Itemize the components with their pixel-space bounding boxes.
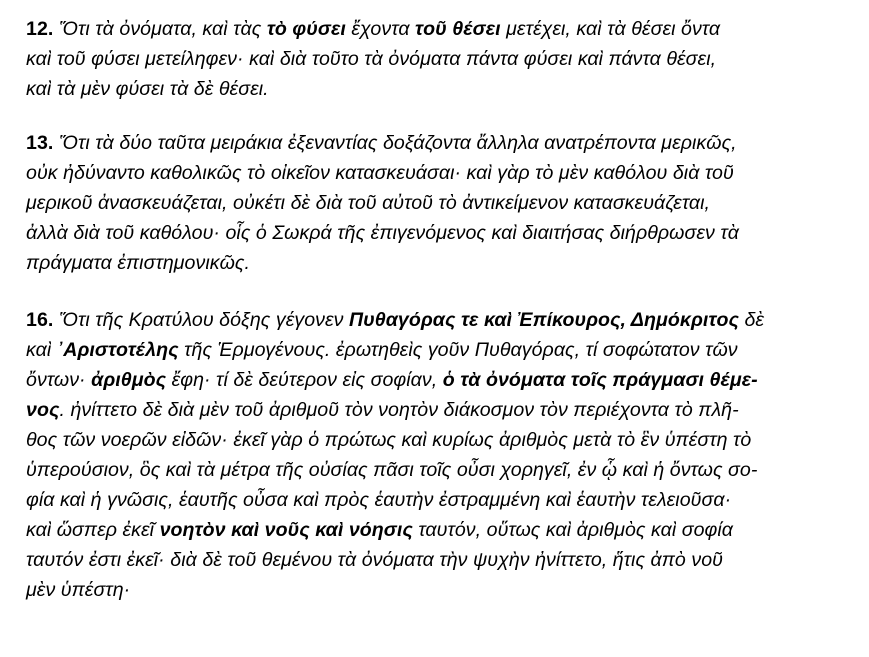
text-line [26, 74, 856, 104]
text-run: καὶ [26, 339, 57, 361]
paragraph-number: 13. [26, 132, 54, 154]
bold-text-run: ἀριθμὸς [91, 369, 167, 391]
text-run: καὶ τὰ μὲν φύσει τὰ δὲ θέσει. [26, 78, 269, 100]
text-run: . ἠνίττετο δὲ διὰ μὲν τοῦ ἀριθμοῦ τὸν νοητὸν διάκοσμον τὸν περιέχοντα τὸ πλῆ- [59, 399, 739, 421]
text-run: δὲ [739, 309, 765, 331]
text-run: τῆς Ἑρμογένους. ἐρωτηθεὶς γοῦν Πυθαγόρας, τί σοφώτατον τῶν [178, 339, 738, 361]
text-run: μὲν ὑπέστη· [26, 579, 131, 601]
paragraph-number: 16. [26, 309, 54, 331]
text-run: πράγματα ἐπιστημονικῶς. [26, 252, 250, 274]
document-body [26, 14, 856, 605]
paragraph-13 [26, 128, 856, 278]
text-run: ὄντων· [26, 369, 92, 391]
text-line [26, 365, 856, 395]
text-run: καὶ ὥσπερ ἐκεῖ [26, 519, 160, 541]
text-line [26, 485, 856, 515]
text-line [26, 218, 856, 248]
text-run: καὶ τοῦ φύσει μετείληφεν· καὶ διὰ τοῦτο τὰ ὀνόματα πάντα φύσει καὶ πάντα θέσει, [26, 48, 717, 70]
text-line [26, 575, 856, 605]
text-line [26, 455, 856, 485]
paragraph-12 [26, 14, 856, 104]
bold-text-run: ὁ τὰ ὀνόματα τοῖς πράγμασι θέμε- [442, 369, 758, 391]
text-run: ἔφη· τί δὲ δεύτερον εἰς σοφίαν, [166, 369, 443, 391]
text-line [26, 14, 856, 44]
paragraph-gap [26, 278, 856, 305]
paragraph-number: 12. [26, 18, 54, 40]
text-run: ἀλλὰ διὰ τοῦ καθόλου· οἷς ὁ Σωκρά τῆς ἐπιγενόμενος καὶ διαιτήσας διήρθρωσεν τὰ [26, 222, 739, 244]
text-line [26, 305, 856, 335]
text-line [26, 158, 856, 188]
paragraph-16 [26, 305, 856, 605]
text-run: Ὅτι τὰ δύο ταῦτα μειράκια ἐξεναντίας δοξάζοντα ἄλληλα ανατρέποντα μερικῶς, [53, 132, 737, 154]
text-line [26, 248, 856, 278]
text-run: Ὅτι τὰ ὀνόματα, καὶ τὰς [53, 18, 267, 40]
text-line [26, 425, 856, 455]
text-run: Ὅτι τῆς Κρατύλου δόξης γέγονεν [53, 309, 349, 331]
bold-text-run: τὸ φύσει [266, 18, 346, 40]
text-line [26, 188, 856, 218]
paragraph-gap [26, 104, 856, 128]
text-line [26, 545, 856, 575]
text-run: ὑπερούσιον, ὃς καὶ τὰ μέτρα τῆς οὐσίας πᾶσι τοῖς οὖσι χορηγεῖ, ἐν ᾧ καὶ ἡ ὄντως σο- [26, 459, 758, 481]
text-run: μετέχει, καὶ τὰ θέσει ὄντα [500, 18, 721, 40]
text-run: ταυτόν ἐστι ἐκεῖ· διὰ δὲ τοῦ θεμένου τὰ ὀνόματα τὴν ψυχὴν ἠνίττετο, ἥτις ἀπὸ νοῦ [26, 549, 723, 571]
bold-text-run: τοῦ θέσει [415, 18, 501, 40]
bold-text-run: Πυθαγόρας τε καὶ Ἐπίκουρος, Δημόκριτος [349, 309, 739, 331]
text-run: μερικοῦ ἀνασκευάζεται, οὐκέτι δὲ διὰ τοῦ αὐτοῦ τὸ ἀντικείμενον κατασκευάζεται, [26, 192, 711, 214]
text-line [26, 515, 856, 545]
text-run: οὐκ ἠδύναντο καθολικῶς τὸ οἰκεῖον κατασκευάσαι· καὶ γὰρ τὸ μὲν καθόλου διὰ τοῦ [26, 162, 734, 184]
bold-text-run: ᾽Αριστοτέλης [56, 339, 179, 361]
text-line [26, 128, 856, 158]
text-run: φία καὶ ἡ γνῶσις, ἑαυτῆς οὖσα καὶ πρὸς ἑαυτὴν ἐστραμμένη καὶ ἑαυτὴν τελειοῦσα· [26, 489, 732, 511]
text-run: ταυτόν, οὕτως καὶ ἀριθμὸς καὶ σοφία [412, 519, 733, 541]
bold-text-run: νος [26, 399, 60, 421]
text-run: ἔχοντα [345, 18, 416, 40]
text-line [26, 335, 856, 365]
bold-text-run: νοητὸν καὶ νοῦς καὶ νόησις [159, 519, 413, 541]
text-run: θος τῶν νοερῶν εἰδῶν· ἐκεῖ γὰρ ὁ πρώτως καὶ κυρίως ἀριθμὸς μετὰ τὸ ἓν ὑπέστη τὸ [26, 429, 752, 451]
text-line [26, 395, 856, 425]
text-line [26, 44, 856, 74]
